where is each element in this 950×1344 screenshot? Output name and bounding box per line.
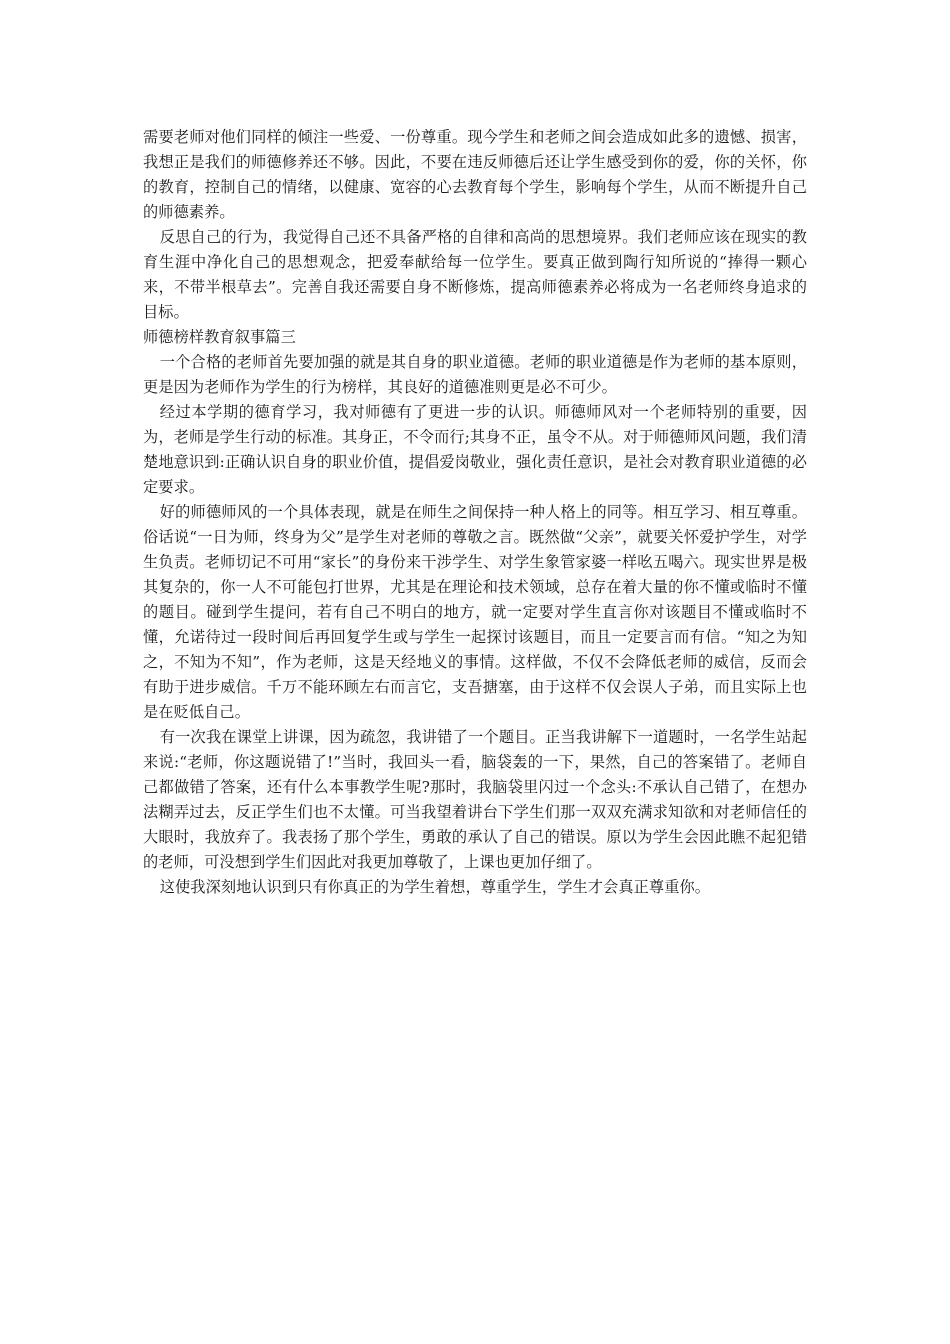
paragraph-professional-ethics: 一个合格的老师首先要加强的就是其自身的职业道德。老师的职业道德是作为老师的基本原则，更是因为老师作为学生的行为榜样，其良好的道德准则更是必不可少。	[143, 353, 807, 396]
paragraph-conclusion: 这使我深刻地认识到只有你真正的为学生着想，尊重学生，学生才会真正尊重你。	[159, 878, 711, 896]
paragraph-classroom-story: 有一次我在课堂上讲课，因为疏忽，我讲错了一个题目。正当我讲解下一道题时，一名学生站起来说:“老师，你这题说错了!”当时，我回头一看，脑袋轰的一下，果然，自己的答案错了。老师自己都做错了答案，还有什么本事教学生呢?那时，我脑袋里闪过一个念头:不承认自己错了，在想办法糊弄过去，反正学生们也不太懂。可当我望着讲台下学生们那一双双充满求知欲和对老师信任的大眼时，我放弃了。我表扬了那个学生，勇敢的承认了自己的错误。原以为学生会因此瞧不起犯错的老师，可没想到学生们因此对我更加尊敬了，上课也更加仔细了。	[143, 728, 807, 871]
paragraph-equality: 好的师德师风的一个具体表现，就是在师生之间保持一种人格上的同等。相互学习、相互尊重。俗话说“一日为师，终身为父”是学生对老师的尊敬之言。既然做“父亲”，就要关怀爱护学生，对学生负责。老师切记不可用“家长”的身份来干涉学生、对学生象管家婆一样吆五喝六。现实世界是极其复杂的，你一人不可能包打世界，尤其是在理论和技术领域，总存在着大量的你不懂或临时不懂的题目。碰到学生提问，若有自己不明白的地方，就一定要对学生直言你对该题目不懂或临时不懂，允诺待过一段时间后再回复学生或与学生一起探讨该题目，而且一定要言而有信。“知之为知之，不知为不知”，作为老师，这是天经地义的事情。这样做，不仅不会降低老师的威信，反而会有助于进步威信。千万不能环顾左右而言它，支吾搪塞，由于这样不仅会误人子弟，而且实际上也是在贬低自己。	[143, 503, 807, 721]
paragraph-reflection: 反思自己的行为，我觉得自己还不具备严格的自律和高尚的思想境界。我们老师应该在现实的教育生涯中净化自己的思想观念，把爱奉献给每一位学生。要真正做到陶行知所说的“捧得一颗心来，不带半根草去”。完善自我还需要自身不断修炼，提高师德素养必将成为一名老师终身追求的目标。	[143, 228, 807, 321]
paragraph-continuation: 需要老师对他们同样的倾注一些爱、一份尊重。现今学生和老师之间会造成如此多的遗憾、损害，我想正是我们的师德修养还不够。因此，不要在违反师德后还让学生感受到你的爱，你的关怀，你的教育，控制自己的情绪，以健康、宽容的心去教育每个学生，影响每个学生，从而不断提升自己的师德素养。	[143, 128, 807, 221]
paragraph-moral-study: 经过本学期的德育学习，我对师德有了更进一步的认识。师德师风对一个老师特别的重要，因为，老师是学生行动的标准。其身正，不令而行;其身不正，虽令不从。对于师德师风问题，我们清楚地意识到:正确认识自身的职业价值，提倡爱岗敬业，强化责任意识，是社会对教育职业道德的必定要求。	[143, 403, 807, 496]
section-heading: 师德榜样教育叙事篇三	[143, 328, 296, 346]
document-body	[143, 125, 807, 900]
